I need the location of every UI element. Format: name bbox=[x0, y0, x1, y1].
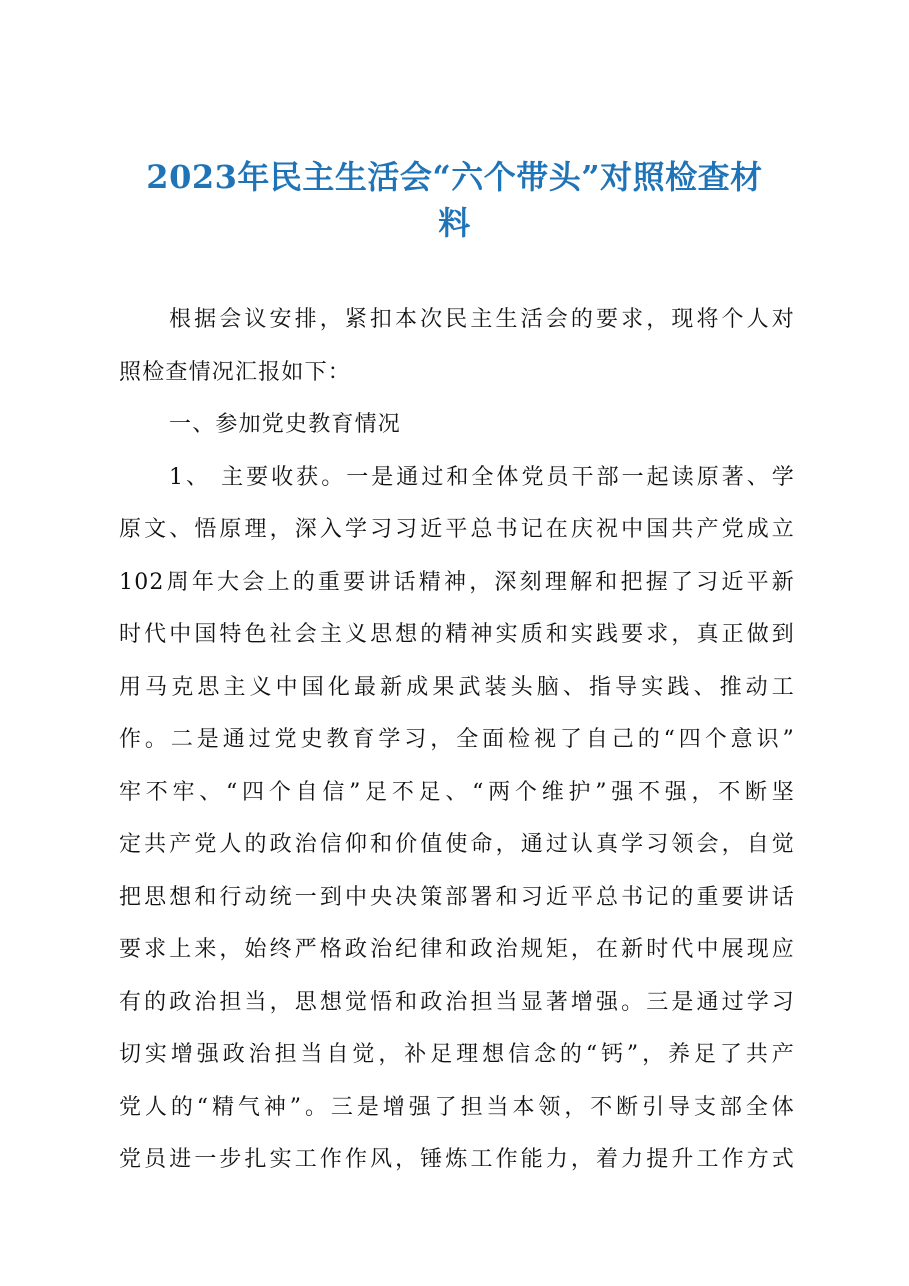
document-body bbox=[119, 294, 795, 1187]
document-title bbox=[125, 154, 785, 246]
section-heading: 一、参加党史教育情况 bbox=[169, 412, 402, 437]
para-line-6: 作。二是通过党史教育学习，全面检视了自己的“四个意识” bbox=[119, 727, 795, 752]
para-line-5: 用马克思主义中国化最新成果武装头脑、指导实践、推动工 bbox=[119, 674, 795, 700]
title-line-1: 2023年民主生活会“六个带头”对照检查材 bbox=[146, 158, 763, 196]
para-line-13: 党人的“精气神”。三是增强了担当本领，不断引导支部全体 bbox=[119, 1094, 795, 1120]
para-line-7: 牢不牢、“四个自信”足不足、“两个维护”强不强，不断坚 bbox=[119, 779, 795, 805]
intro-line-1: 根据会议安排，紧扣本次民主生活会的要求，现将个人对 bbox=[169, 307, 795, 332]
para-line-2: 原文、悟原理，深入学习习近平总书记在庆祝中国共产党成立 bbox=[119, 517, 795, 542]
title-line-2: 料 bbox=[438, 204, 471, 242]
para-line-10: 要求上来，始终严格政治纪律和政治规矩，在新时代中展现应 bbox=[119, 937, 795, 962]
para-line-8: 定共产党人的政治信仰和价值使命，通过认真学习领会，自觉 bbox=[119, 832, 795, 857]
para-line-11: 有的政治担当，思想觉悟和政治担当显著增强。三是通过学习 bbox=[119, 989, 795, 1015]
para-line-1: 1、 主要收获。一是通过和全体党员干部一起读原著、学 bbox=[169, 464, 795, 490]
para-line-4: 时代中国特色社会主义思想的精神实质和实践要求，真正做到 bbox=[119, 622, 795, 647]
para-line-12: 切实增强政治担当自觉，补足理想信念的“钙”，养足了共产 bbox=[119, 1042, 795, 1067]
para-line-3: 102周年大会上的重要讲话精神，深刻理解和把握了习近平新 bbox=[119, 569, 795, 595]
para-line-14: 党员进一步扎实工作作风，锤炼工作能力，着力提升工作方式 bbox=[119, 1147, 795, 1172]
para-line-9: 把思想和行动统一到中央决策部署和习近平总书记的重要讲话 bbox=[119, 884, 795, 910]
intro-line-2: 照检查情况汇报如下： bbox=[119, 359, 352, 385]
